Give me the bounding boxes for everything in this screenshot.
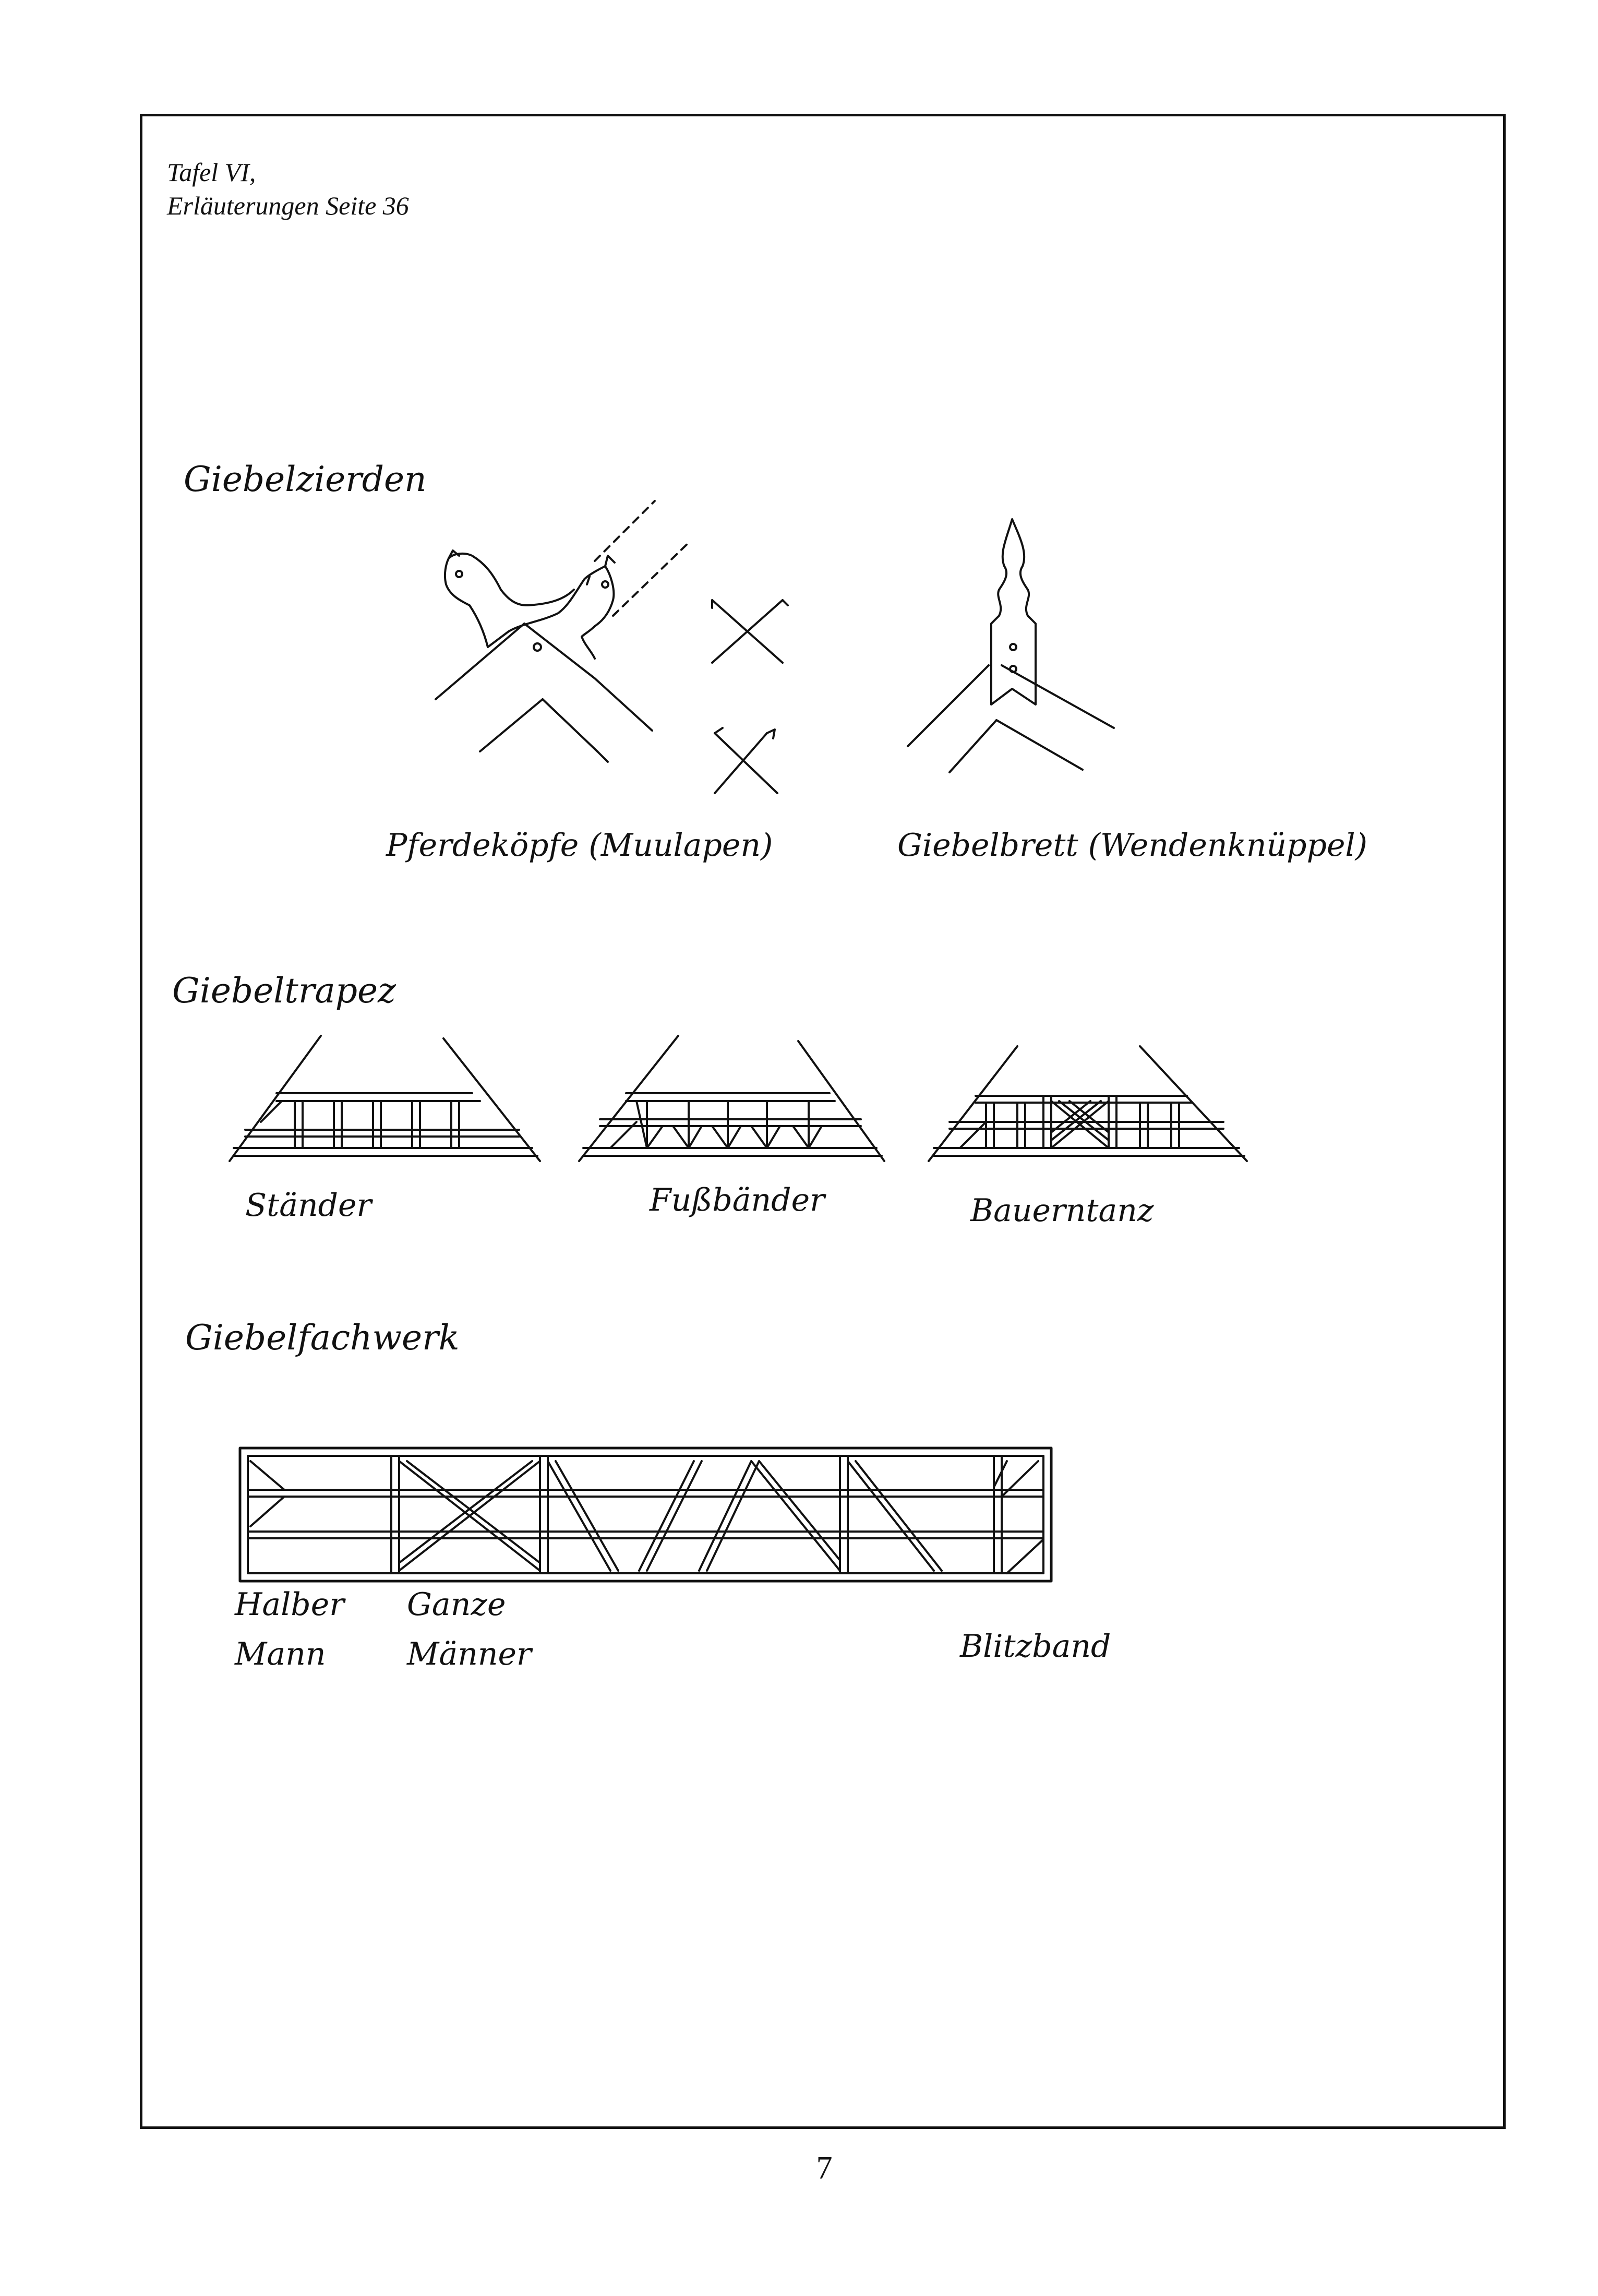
label-fussbaender: Fußbänder [650, 1182, 825, 1218]
fachwerk-drawing [240, 1448, 1051, 1581]
page-number: 7 [816, 2150, 833, 2186]
label-blitzband: Blitzband [960, 1628, 1111, 1665]
label-staender: Ständer [245, 1187, 372, 1224]
heading-giebeltrapez: Giebeltrapez [172, 971, 396, 1011]
heading-giebelfachwerk: Giebelfachwerk [185, 1318, 460, 1358]
trapez-staender [230, 1036, 540, 1161]
label-maenner: Männer [407, 1636, 532, 1672]
label-mann: Mann [235, 1636, 326, 1672]
label-halber: Halber [235, 1586, 344, 1623]
label-ganze: Ganze [407, 1586, 506, 1623]
label-giebelbrett: Giebelbrett (Wendenknüppel) [897, 827, 1368, 864]
plate-caption-line1: Tafel VI, [167, 158, 256, 187]
trapez-fussbaender [579, 1036, 884, 1161]
heading-giebelzierden: Giebelzierden [184, 459, 427, 499]
label-bauerntanz: Bauerntanz [970, 1192, 1154, 1229]
label-pferdekoepfe: Pferdeköpfe (Muulapen) [386, 827, 773, 864]
trapez-bauerntanz [929, 1046, 1247, 1161]
plate-caption-line2: Erläuterungen Seite 36 [167, 191, 409, 220]
pferdekoepfe-drawing [436, 501, 788, 793]
giebelbrett-drawing [908, 519, 1114, 772]
